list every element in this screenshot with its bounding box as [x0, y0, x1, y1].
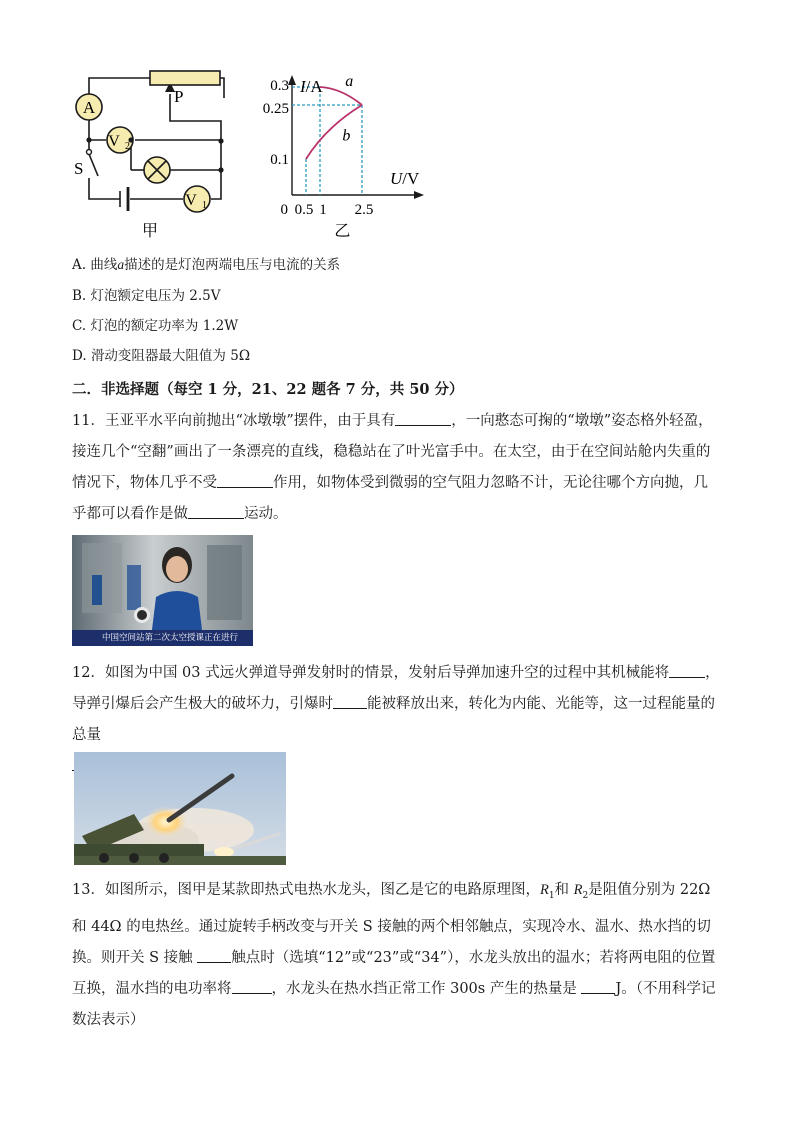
- origin-label: 0: [280, 202, 288, 218]
- iu-graph: [262, 70, 432, 242]
- x-axis-label: U/V: [390, 169, 420, 188]
- answer-blank[interactable]: [333, 694, 367, 709]
- curve-a-label: a: [345, 73, 354, 90]
- answer-blank[interactable]: [669, 663, 705, 678]
- rocket-launch-photo: [74, 752, 286, 865]
- switch-label: S: [74, 159, 84, 178]
- y-tick-label: 0.1: [270, 152, 289, 168]
- answer-blank[interactable]: [232, 979, 272, 994]
- answer-blank[interactable]: [188, 504, 244, 519]
- option-a: A. 曲线a描述的是灯泡两端电压与电流的关系: [72, 257, 341, 273]
- option-c: C. 灯泡的额定功率为 1.2W: [72, 318, 239, 334]
- space-station-photo: [72, 535, 253, 646]
- curve-b: [306, 105, 362, 159]
- question-13: 13．如图所示，图甲是某款即热式电热水龙头，图乙是它的电路原理图，$R_1$和 $R_2$是阻值分别为 22Ω 和 44Ω 的电热丝。通过旋转手柄改变与开关 S 接触的两个相邻触点，实现冷水、温水、热水挡的切换。则开关 S 接触 触点时（选填“12”或“23”或“34”），水龙头放出的温水；若将两电阻的位置互换，温水挡的电功率将 ，水龙头在热水挡正常工作 300s 产生的热量是 J。（不用科学记数法表示）: [72, 882, 716, 1028]
- slider-label: P: [174, 87, 184, 106]
- y-tick-label: 0.3: [270, 78, 289, 94]
- answer-blank[interactable]: [217, 473, 273, 488]
- x-tick-label: 0.5: [294, 202, 314, 218]
- x-axis-arrow: [414, 191, 424, 199]
- answer-blank[interactable]: [395, 411, 451, 426]
- option-d: D. 滑动变阻器最大阻值为 5Ω: [72, 348, 251, 364]
- question-11: 11．王亚平水平向前抛出“冰墩墩”摆件，由于具有 ，一向憨态可掬的“墩墩”姿态格外轻盈，接连几个“空翻”画出了一条漂亮的直线，稳稳站在了叶光富手中。在太空，由于在空间站舱内失重的情况下，物体几乎不受 作用，如物体受到微弱的空气阻力忽略不计，无论往哪个方向抛，几乎都可以看作是做 运动。: [72, 413, 713, 522]
- v1-sub: 1: [202, 200, 207, 211]
- question-12: 12．如图为中国 03 式远火弹道导弹发射时的情景，发射后导弹加速升空的过程中其机械能将 ，导弹引爆后会产生极大的破坏力，引爆时 能被释放出来，转化为内能、光能等，这一过程能量的总量: [72, 658, 722, 782]
- guide-line: [292, 105, 362, 195]
- curve-b-label: b: [342, 127, 351, 145]
- curve-a: [320, 87, 362, 105]
- section-heading: 二．非选择题（每空 1 分，21、22 题各 7 分，共 50 分）: [72, 381, 464, 398]
- x-tick-label: 2.5: [354, 202, 374, 218]
- figure-yi-label: 乙: [334, 223, 351, 240]
- rheostat: [150, 71, 220, 85]
- answer-blank[interactable]: [581, 979, 615, 994]
- circuit-diagram: [70, 66, 240, 244]
- option-b: B. 灯泡额定电压为 2.5V: [72, 288, 221, 304]
- v1-label: V: [185, 192, 197, 209]
- v2-label: V: [108, 133, 120, 150]
- answer-blank[interactable]: [197, 948, 231, 963]
- guide-line: [292, 87, 320, 195]
- y-tick-label: 0.25: [262, 101, 289, 117]
- y-axis-label: I/A: [300, 77, 323, 96]
- y-axis-arrow: [288, 75, 296, 85]
- ammeter-label: A: [82, 98, 96, 117]
- figure-jia-label: 甲: [141, 223, 159, 240]
- x-tick-label: 1: [319, 202, 327, 218]
- photo-caption: 中国空间站第二次太空授课正在进行: [72, 630, 253, 646]
- v2-sub: 2: [125, 141, 130, 152]
